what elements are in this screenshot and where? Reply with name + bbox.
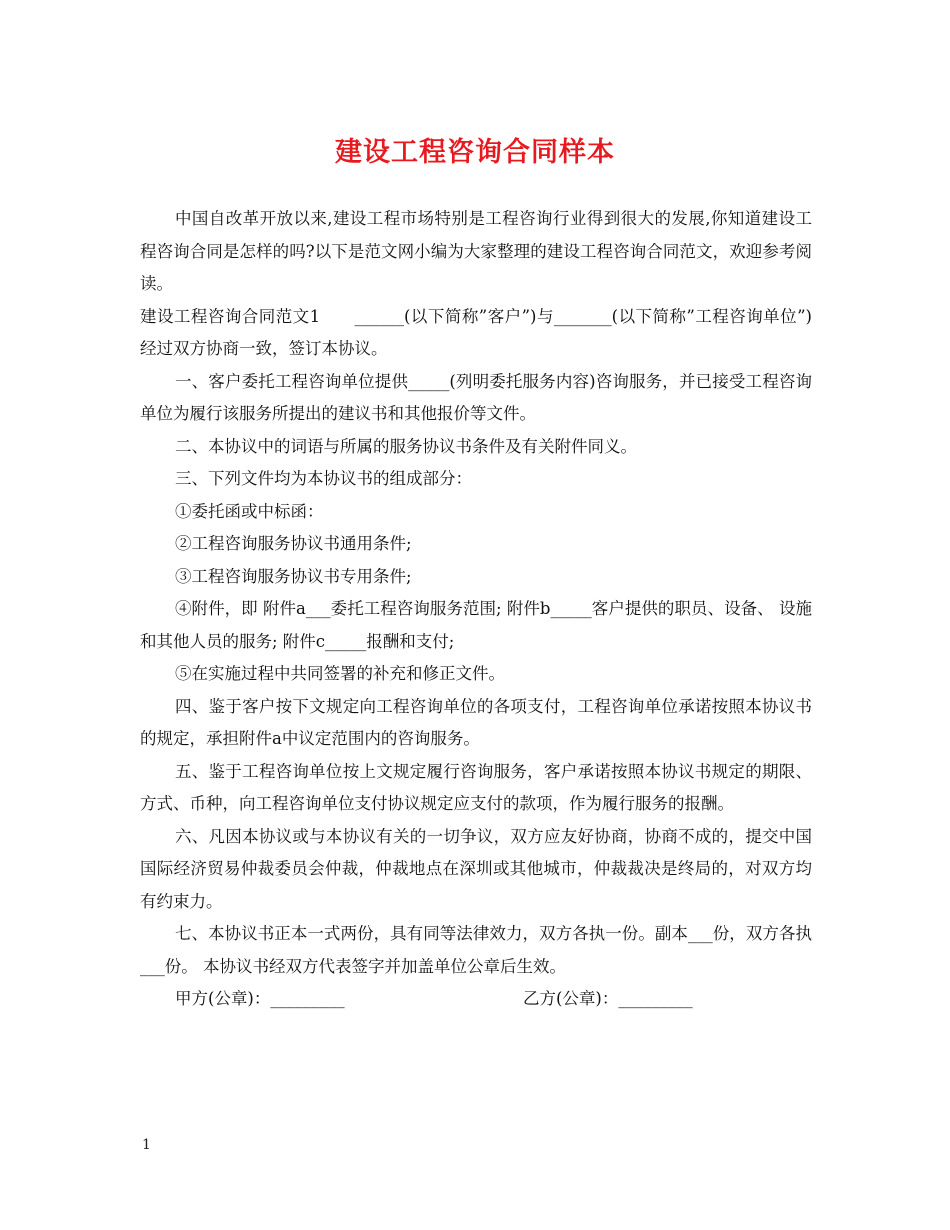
intro-paragraph: 中国自改革开放以来,建设工程市场特别是工程咨询行业得到很大的发展,你知道建设工程咨询合同是怎样的吗?以下是范文网小编为大家整理的建设工程咨询合同范文，欢迎参考阅读。 [140, 209, 812, 293]
clause-7-paragraph: 七、本协议书正本一式两份，具有同等法律效力，双方各执一份。副本___份，双方各执___份。 本协议书经双方代表签字并加盖单位公章后生效。 [140, 924, 812, 976]
document-body [140, 203, 812, 1016]
party-a-signature: 甲方(公章)：_________ [175, 989, 345, 1008]
list-item-1: ①委托函或中标函： [175, 501, 324, 521]
clause-5-paragraph: 五、鉴于工程咨询单位按上文规定履行咨询服务，客户承诺按照本协议书规定的期限、方式、币种，向工程咨询单位支付协议规定应支付的款项，作为履行服务的报酬。 [140, 761, 812, 813]
clause-6-paragraph: 六、凡因本协议或与本协议有关的一切争议，双方应友好协商，协商不成的，提交中国国际经济贸易仲裁委员会仲裁，仲裁地点在深圳或其他城市，仲裁裁决是终局的，对双方均有约束力。 [140, 826, 812, 911]
page-number: 1 [142, 1137, 151, 1153]
document-title: 建设工程咨询合同样本 [335, 137, 615, 168]
list-item-3: ③工程咨询服务协议书专用条件; [175, 566, 412, 586]
clause-4-paragraph: 四、鉴于客户按下文规定向工程咨询单位的各项支付，工程咨询单位承诺按照本协议书的规定，承担附件a中议定范围内的咨询服务。 [140, 696, 812, 748]
party-b-signature: 乙方(公章)：_________ [523, 989, 693, 1008]
list-item-2: ②工程咨询服务协议书通用条件; [175, 534, 412, 553]
clause-3-paragraph: 三、下列文件均为本协议书的组成部分： [175, 469, 472, 488]
list-item-5: ⑤在实施过程中共同签署的补充和修正文件。 [175, 664, 505, 683]
list-item-4: ④附件，即 附件a___委托工程咨询服务范围; 附件b_____客户提供的职员、设备、 设施和其他人员的服务; 附件c_____报酬和支付; [140, 599, 812, 651]
clause-2-paragraph: 二、本协议中的词语与所属的服务协议书条件及有关附件同义。 [175, 436, 637, 456]
signature-row [140, 983, 812, 1016]
contract-preamble-paragraph: 建设工程咨询合同范文1 ______(以下简称”客户”)与_______(以下简称”工程咨询单位”)经过双方协商一致，签订本协议。 [140, 306, 812, 358]
clause-1-paragraph: 一、客户委托工程咨询单位提供_____(列明委托服务内容)咨询服务，并已接受工程咨询单位为履行该服务所提出的建议书和其他报价等文件。 [140, 371, 812, 423]
